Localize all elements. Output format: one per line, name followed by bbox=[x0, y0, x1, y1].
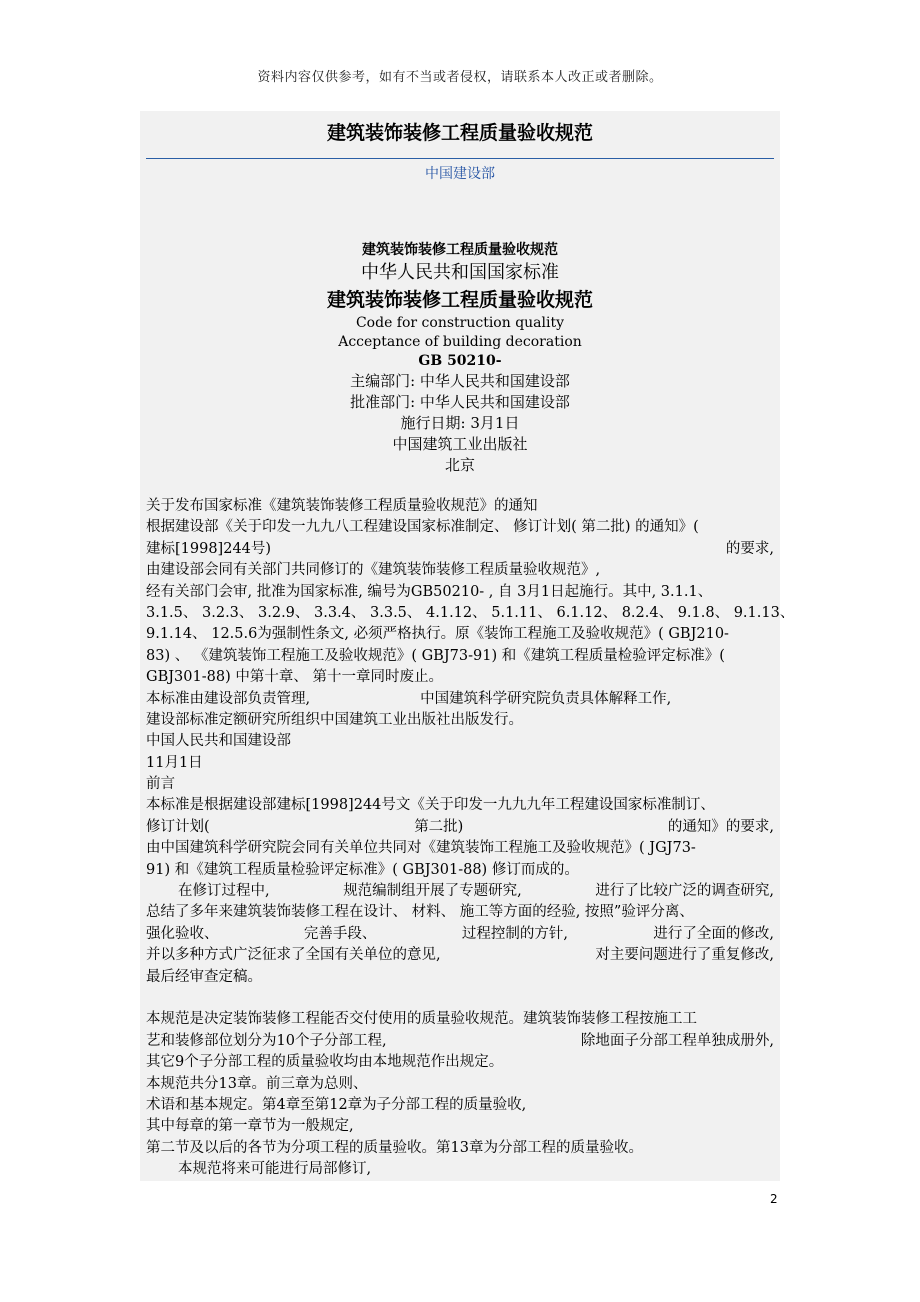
notice-line: 建设部标准定额研究所组织中国建筑工业出版社出版发行。 bbox=[146, 711, 523, 728]
notice-line: 83) 、 《建筑装饰工程施工及验收规范》( GBJ73-91) 和《建筑工程质量检验评定标准》( bbox=[146, 647, 725, 664]
body-text bbox=[146, 496, 795, 1181]
notice-line: 由建设部会同有关部门共同修订的《建筑装饰装修工程质量验收规范》, bbox=[146, 562, 601, 579]
cover-standard-code: GB 50210- bbox=[418, 353, 502, 369]
preface-line: 第二节及以后的各节为分项工程的质量验收。第13章为分部工程的质量验收。 bbox=[146, 1139, 643, 1156]
cover-press: 中国建筑工业出版社 bbox=[392, 435, 528, 453]
preface-segment: 第二批) bbox=[414, 818, 464, 835]
preface-segment: 进行了比较广泛的调查研究, bbox=[595, 883, 774, 900]
notice-line: 3.1.5、 3.2.3、 3.2.9、 3.3.4、 3.3.5、 4.1.12、 5.1.11、 6.1.12、 8.2.4、 9.1.8、 9.1.13、 bbox=[146, 604, 795, 621]
preface-segment: 强化验收、 bbox=[146, 925, 219, 942]
notice-line: GBJ301-88) 中第十章、 第十一章同时废止。 bbox=[146, 669, 443, 686]
publisher-link[interactable]: 中国建设部 bbox=[425, 166, 495, 182]
preface-segment: 艺和装修部位划分为10个子分部工程, bbox=[146, 1032, 387, 1049]
preface-segment: 过程控制的方针, bbox=[461, 925, 568, 942]
preface-line: 最后经审查定稿。 bbox=[146, 968, 262, 985]
notice-line bbox=[146, 689, 774, 710]
notice-line: 经有关部门会审, 批准为国家标准, 编号为GB50210- , 自 3月1日起施行。其中, 3.1.1、 bbox=[146, 583, 713, 600]
notice-segment: 的要求, bbox=[725, 540, 774, 557]
preface-segment: 的通知》的要求, bbox=[667, 818, 774, 835]
notice-segment: 建标[1998]244号) bbox=[146, 540, 272, 557]
preface-line: 本规范将来可能进行局部修订, bbox=[178, 1161, 372, 1178]
preface-segment: 对主要问题进行了重复修改, bbox=[595, 947, 774, 964]
preface-line: 术语和基本规定。第4章至第12章为子分部工程的质量验收, bbox=[146, 1096, 527, 1113]
preface-line: 其它9个子分部工程的质量验收均由本地规范作出规定。 bbox=[146, 1054, 504, 1071]
preface-segment: 并以多种方式广泛征求了全国有关单位的意见, bbox=[146, 947, 441, 964]
notice-segment: 中国建筑科学研究院负责具体解释工作, bbox=[420, 690, 672, 707]
preface-heading: 前言 bbox=[146, 776, 175, 793]
preface-segment: 完善手段、 bbox=[303, 925, 377, 942]
notice-date: 11月1日 bbox=[146, 754, 203, 771]
cover-chief-dept: 主编部门: 中华人民共和国建设部 bbox=[350, 372, 570, 390]
preface-segment: 在修订过程中, bbox=[178, 883, 270, 900]
notice-line bbox=[146, 539, 774, 560]
preface-line: 本规范是决定装饰装修工程能否交付使用的质量验收规范。建筑装饰装修工程按施工工 bbox=[146, 1011, 697, 1028]
preface-line bbox=[146, 817, 774, 838]
disclaimer-text: 资料内容仅供参考，如有不当或者侵权，请联系本人改正或者删除。 bbox=[257, 70, 663, 85]
preface-segment: 修订计划( bbox=[146, 818, 210, 835]
cover-national-standard: 中华人民共和国国家标准 bbox=[361, 262, 559, 283]
cover-effective-date: 施行日期: 3月1日 bbox=[400, 414, 520, 432]
page-title: 建筑装饰装修工程质量验收规范 bbox=[326, 122, 593, 144]
notice-line: 9.1.14、 12.5.6为强制性条文, 必须严格执行。原《装饰工程施工及验收规范》( GBJ210- bbox=[146, 626, 729, 643]
preface-line: 91) 和《建筑工程质量检验评定标准》( GBJ301-88) 修订而成的。 bbox=[146, 861, 579, 878]
preface-line: 本标准是根据建设部建标[1998]244号文《关于印发一九九九年工程建设国家标准制订、 bbox=[146, 797, 715, 814]
cover-city: 北京 bbox=[444, 456, 475, 474]
notice-segment: 本标准由建设部负责管理, bbox=[146, 690, 311, 707]
paragraph-gap bbox=[146, 988, 774, 1009]
preface-segment: 进行了全面的修改, bbox=[653, 925, 774, 942]
notice-signatory: 中国人民共和国建设部 bbox=[146, 733, 291, 750]
notice-line: 关于发布国家标准《建筑装饰装修工程质量验收规范》的通知 bbox=[146, 498, 538, 514]
preface-line: 由中国建筑科学研究院会同有关单位共同对《建筑装饰工程施工及验收规范》( JGJ73- bbox=[146, 840, 696, 857]
cover-english-line-2: Acceptance of building decoration bbox=[338, 334, 582, 350]
cover-small-title: 建筑装饰装修工程质量验收规范 bbox=[362, 242, 558, 258]
preface-line bbox=[146, 945, 774, 966]
cover-english-line-1: Code for construction quality bbox=[355, 315, 565, 331]
cover-main-title: 建筑装饰装修工程质量验收规范 bbox=[326, 289, 593, 311]
preface-line: 本规范共分13章。前三章为总则、 bbox=[146, 1075, 368, 1092]
preface-segment: 除地面子分部工程单独成册外, bbox=[580, 1032, 774, 1049]
preface-line: 其中每章的第一章节为一般规定, bbox=[146, 1118, 354, 1135]
cover-approval-dept: 批准部门: 中华人民共和国建设部 bbox=[350, 393, 570, 411]
title-divider bbox=[146, 158, 774, 159]
cover-block bbox=[140, 240, 780, 476]
page-number: 2 bbox=[770, 1192, 778, 1206]
preface-line bbox=[146, 924, 774, 945]
notice-line: 根据建设部《关于印发一九九八工程建设国家标准制定、 修订计划( 第二批) 的通知》( bbox=[146, 519, 699, 536]
preface-line bbox=[146, 1031, 774, 1052]
preface-line bbox=[146, 881, 774, 902]
preface-segment: 规范编制组开展了专题研究, bbox=[343, 883, 522, 900]
preface-line: 总结了多年来建筑装饰装修工程在设计、 材料、 施工等方面的经验, 按照”验评分离、 bbox=[146, 904, 694, 921]
